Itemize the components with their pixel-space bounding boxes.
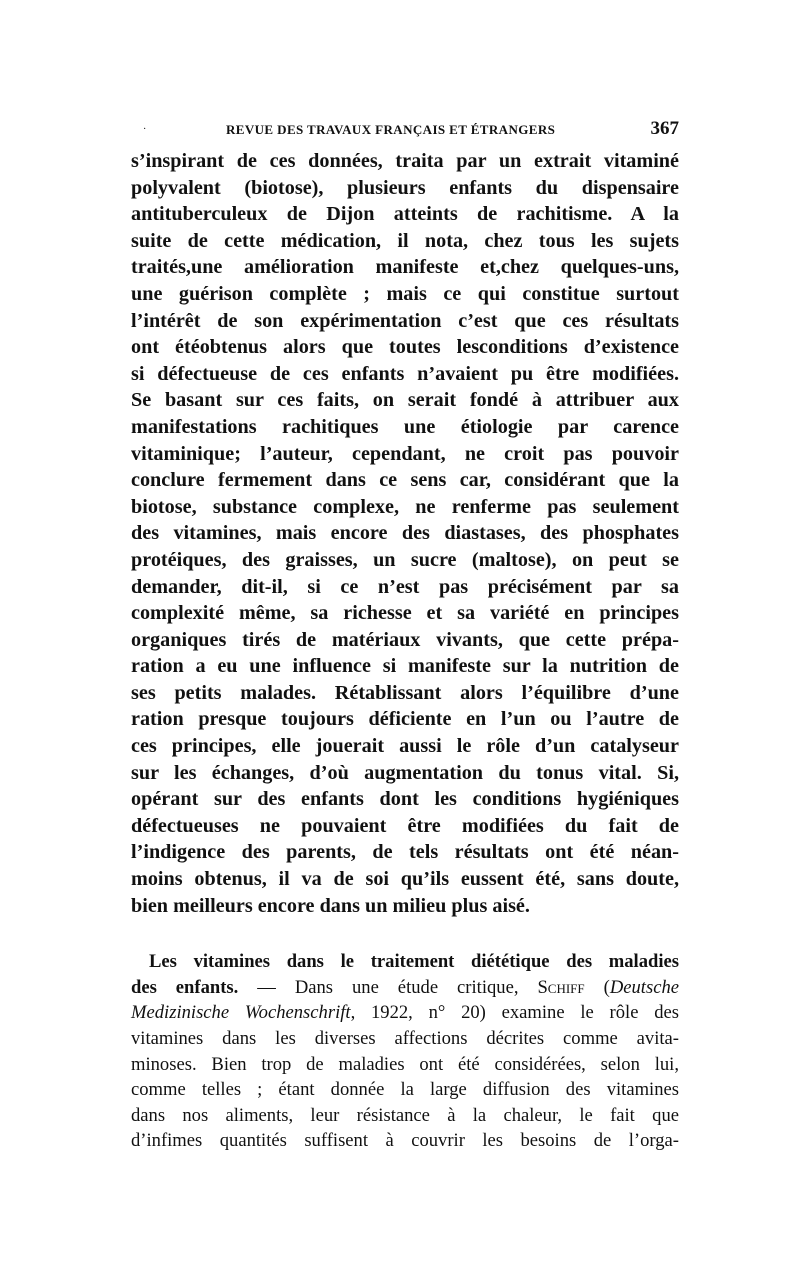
text-line: complexité même, sa richesse et sa variété en principes [131, 602, 679, 625]
text-line: opérant sur des enfants dont les conditions hygiéniques [131, 788, 679, 811]
citation-rest: , 1922, n° 20) examine le rôle des [350, 1002, 680, 1024]
text-line: ration presque toujours déficiente en l’un ou l’autre de [131, 708, 679, 731]
text-line: sur les échanges, d’où augmentation du tonus vital. Si, [131, 761, 679, 784]
header-marker: · [143, 124, 147, 135]
text-line: vitamines dans les diverses affections décrites comme avita- [131, 1028, 679, 1049]
text-line: défectueuses ne pouvaient être modifiées du fait de [131, 814, 679, 837]
text-line: si défectueuse de ces enfants n’avaient pu être modifiées. [131, 362, 679, 385]
section-heading-end: des enfants. [131, 976, 239, 998]
text-line: ces principes, elle jouerait aussi le rôle d’un catalyseur [131, 735, 679, 758]
text-line: demander, dit-il, si ce n’est pas précisément par sa [131, 575, 679, 598]
text-line: organiques tirés de matériaux vivants, que cette prépa- [131, 628, 679, 651]
text-line: d’infimes quantités suffisent à couvrir les besoins de l’orga- [131, 1130, 679, 1152]
text-line: bien meilleurs encore dans un milieu plus aisé. [131, 894, 530, 917]
text-line: l’intérêt de son expérimentation c’est que ces résultats [131, 309, 679, 332]
journal-name-cont: Medizinische Wochenschrift [131, 1002, 351, 1024]
text-line: conclure fermement dans ce sens car, considérant que la [131, 469, 679, 492]
text-line: ration a eu une influence si manifeste sur la nutrition de [131, 655, 679, 678]
text-line: Se basant sur ces faits, on serait fondé à attribuer aux [131, 389, 679, 412]
paragraph-rachitisme [131, 148, 679, 919]
dash-text: — Dans une étude critique, [238, 976, 538, 998]
open-paren: ( [584, 976, 610, 998]
text-line: moins obtenus, il va de soi qu’ils eussent été, sans doute, [131, 868, 679, 891]
text-line: suite de cette médication, il nota, chez tous les sujets [131, 229, 679, 252]
running-title: REVUE DES TRAVAUX FRANÇAIS ET ÉTRANGERS [226, 122, 556, 137]
page [131, 116, 679, 1154]
page-number: 367 [650, 118, 679, 139]
text-line: vitaminique; l’auteur, cependant, ne croit pas pouvoir [131, 442, 679, 465]
section-heading: Les vitamines dans le traitement diététique des maladies [149, 951, 679, 973]
text-line: traités,une amélioration manifeste et,chez quelques-uns, [131, 256, 679, 279]
text-line: manifestations rachitiques une étiologie par carence [131, 415, 679, 438]
text-line: s’inspirant de ces données, traita par un extrait vitaminé [131, 150, 679, 172]
section-vitamines [131, 949, 679, 1154]
journal-name: Deutsche [609, 976, 680, 998]
text-line: comme telles ; étant donnée la large diffusion des vitamines [131, 1079, 679, 1101]
text-line: une guérison complète ; mais ce qui constitue surtout [131, 282, 679, 305]
text-line: ont étéobtenus alors que toutes lesconditions d’existence [131, 336, 679, 359]
text-line: dans nos aliments, leur résistance à la chaleur, le fait que [131, 1104, 679, 1126]
text-line: antituberculeux de Dijon atteints de rachitisme. A la [131, 203, 679, 226]
text-line: des vitamines, mais encore des diastases, des phosphates [131, 522, 679, 545]
running-header [131, 116, 679, 144]
text-line: protéiques, des graisses, un sucre (maltose), on peut se [131, 548, 679, 571]
text-line: minoses. Bien trop de maladies ont été considérées, selon lui, [131, 1053, 679, 1075]
author-name: Schiff [537, 976, 585, 998]
text-line: polyvalent (biotose), plusieurs enfants du dispensaire [131, 176, 679, 199]
text-line: l’indigence des parents, de tels résultats ont été néan- [131, 841, 679, 864]
text-line: biotose, substance complexe, ne renferme pas seulement [131, 495, 679, 518]
text-line [131, 1000, 679, 1026]
text-line [131, 975, 679, 1001]
text-line: ses petits malades. Rétablissant alors l’équilibre d’une [131, 681, 679, 704]
